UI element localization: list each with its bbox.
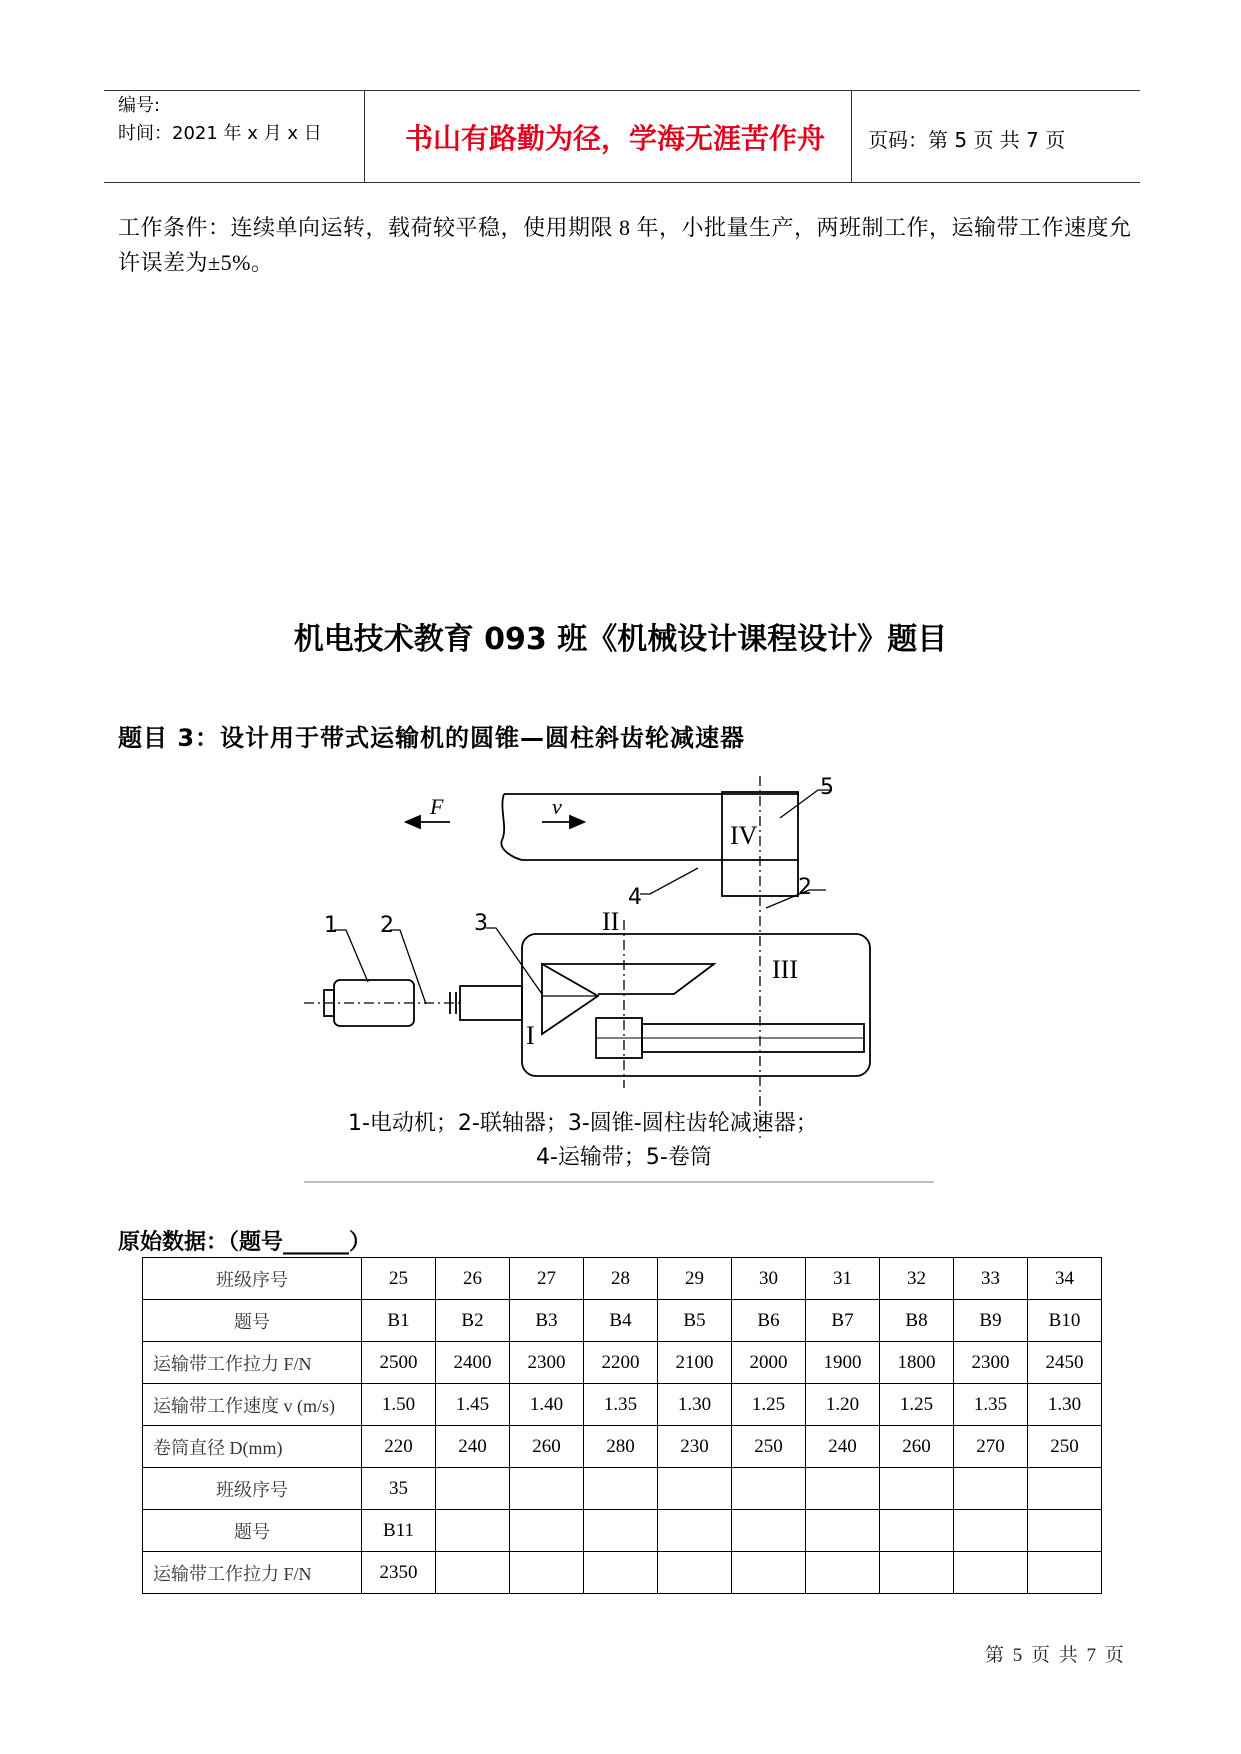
table-cell (954, 1468, 1028, 1510)
table-cell: 250 (1028, 1426, 1102, 1468)
label-F: F (430, 794, 444, 819)
label-2b: 2 (798, 875, 812, 900)
table-cell (1028, 1468, 1102, 1510)
table-cell (732, 1552, 806, 1594)
document-number-label: 编号: (118, 95, 161, 116)
table-cell: 2100 (658, 1342, 732, 1384)
table-cell: 33 (954, 1258, 1028, 1300)
table-cell (658, 1552, 732, 1594)
table-cell: 1.20 (806, 1384, 880, 1426)
bevel-gear-small (542, 964, 598, 1034)
table-row (143, 1300, 1102, 1342)
table-cell: 34 (1028, 1258, 1102, 1300)
diagram-caption-line1: 1-电动机；2-联轴器；3-圆锥-圆柱齿轮减速器； (348, 1111, 818, 1136)
document-time: 时间：2021 年 x 月 x 日 (118, 123, 322, 144)
table-cell: 2000 (732, 1342, 806, 1384)
table-cell: B5 (658, 1300, 732, 1342)
table-cell: 1.35 (954, 1384, 1028, 1426)
table-cell: 260 (510, 1426, 584, 1468)
table-cell: 30 (732, 1258, 806, 1300)
label-3: 3 (474, 911, 488, 936)
table-cell: 240 (806, 1426, 880, 1468)
table-row (143, 1384, 1102, 1426)
table-cell: B1 (362, 1300, 436, 1342)
table-row (143, 1510, 1102, 1552)
table-cell (584, 1552, 658, 1594)
table-cell (436, 1468, 510, 1510)
table-cell: 25 (362, 1258, 436, 1300)
label-IV: IV (730, 821, 758, 850)
table-cell: 32 (880, 1258, 954, 1300)
table-cell: B3 (510, 1300, 584, 1342)
table-row (143, 1426, 1102, 1468)
table-cell (436, 1552, 510, 1594)
header-top-rule (104, 90, 1140, 91)
table-cell (880, 1468, 954, 1510)
problem-subtitle: 题目 3：设计用于带式运输机的圆锥—圆柱斜齿轮减速器 (118, 724, 746, 752)
table-cell: 2300 (510, 1342, 584, 1384)
table-cell: B11 (362, 1510, 436, 1552)
table-cell: B4 (584, 1300, 658, 1342)
table-cell (806, 1552, 880, 1594)
original-data-table (142, 1257, 1102, 1594)
table-cell: 270 (954, 1426, 1028, 1468)
table-cell: 29 (658, 1258, 732, 1300)
diagram-caption-line2: 4-运输带；5-卷筒 (536, 1145, 712, 1170)
table-cell: 1.50 (362, 1384, 436, 1426)
row-label: 运输带工作拉力 F/N (143, 1552, 362, 1594)
table-cell: 1.35 (584, 1384, 658, 1426)
table-cell: 2400 (436, 1342, 510, 1384)
table-row (143, 1552, 1102, 1594)
table-cell: 2450 (1028, 1342, 1102, 1384)
table-cell (732, 1468, 806, 1510)
table-cell: 1.25 (732, 1384, 806, 1426)
transmission-diagram (304, 768, 934, 1184)
table-cell (584, 1510, 658, 1552)
table-cell: 27 (510, 1258, 584, 1300)
page-title: 机电技术教育 093 班《机械设计课程设计》题目 (293, 622, 948, 657)
table-cell: 2300 (954, 1342, 1028, 1384)
row-label: 班级序号 (143, 1258, 362, 1300)
input-shaft (460, 986, 522, 1020)
table-cell (510, 1468, 584, 1510)
table-cell: 1.40 (510, 1384, 584, 1426)
table-cell: B8 (880, 1300, 954, 1342)
table-cell: 2350 (362, 1552, 436, 1594)
table-cell: 250 (732, 1426, 806, 1468)
label-4: 4 (628, 885, 642, 910)
table-cell: 28 (584, 1258, 658, 1300)
table-cell: B6 (732, 1300, 806, 1342)
header-page-code: 页码：第 5 页 共 7 页 (868, 128, 1066, 152)
leader-2a (390, 930, 426, 1004)
row-label: 运输带工作速度 v (m/s) (143, 1384, 362, 1426)
table-cell: B2 (436, 1300, 510, 1342)
label-2a: 2 (380, 913, 394, 938)
work-conditions-paragraph: 工作条件：连续单向运转，载荷较平稳，使用期限 8 年，小批量生产，两班制工作，运输带工作速度允许误差为±5%。 (118, 215, 1132, 275)
table-cell (658, 1468, 732, 1510)
table-cell: 220 (362, 1426, 436, 1468)
row-label: 题号 (143, 1510, 362, 1552)
table-cell: 31 (806, 1258, 880, 1300)
leader-1 (334, 930, 368, 982)
row-label: 班级序号 (143, 1468, 362, 1510)
label-5: 5 (820, 775, 834, 800)
table-cell (806, 1510, 880, 1552)
reducer-housing (522, 934, 870, 1076)
page-footer: 第 5 页 共 7 页 (985, 1645, 1126, 1666)
table-cell: 260 (880, 1426, 954, 1468)
row-label: 卷筒直径 D(mm) (143, 1426, 362, 1468)
table-cell (1028, 1552, 1102, 1594)
table-cell: B7 (806, 1300, 880, 1342)
table-cell (510, 1510, 584, 1552)
table-cell: 2200 (584, 1342, 658, 1384)
table-cell: 26 (436, 1258, 510, 1300)
table-row (143, 1258, 1102, 1300)
table-cell (436, 1510, 510, 1552)
leader-2b (766, 890, 826, 908)
table-cell (880, 1510, 954, 1552)
header-bottom-rule (104, 182, 1140, 183)
table-cell: B9 (954, 1300, 1028, 1342)
table-cell: 1.45 (436, 1384, 510, 1426)
table-cell: 1.25 (880, 1384, 954, 1426)
table-cell: 240 (436, 1426, 510, 1468)
table-cell: 1800 (880, 1342, 954, 1384)
table-cell (584, 1468, 658, 1510)
table-cell (806, 1468, 880, 1510)
table-cell: 1.30 (658, 1384, 732, 1426)
table-cell (1028, 1510, 1102, 1552)
row-label: 运输带工作拉力 F/N (143, 1342, 362, 1384)
table-cell: 2500 (362, 1342, 436, 1384)
label-1: 1 (324, 913, 338, 938)
table-row (143, 1468, 1102, 1510)
label-III: III (772, 955, 798, 984)
label-II: II (602, 907, 620, 936)
header-divider-left (364, 90, 365, 183)
table-cell: B10 (1028, 1300, 1102, 1342)
table-cell: 280 (584, 1426, 658, 1468)
original-data-label: 原始数据：（题号______） (118, 1230, 372, 1255)
table-cell (880, 1552, 954, 1594)
table-cell: 1.30 (1028, 1384, 1102, 1426)
header-motto: 书山有路勤为径，学海无涯苦作舟 (404, 122, 825, 155)
leader-4 (640, 868, 698, 894)
label-I: I (526, 1021, 535, 1050)
table-cell (510, 1552, 584, 1594)
table-cell (658, 1510, 732, 1552)
table-cell: 230 (658, 1426, 732, 1468)
table-cell (732, 1510, 806, 1552)
table-cell (954, 1510, 1028, 1552)
row-label: 题号 (143, 1300, 362, 1342)
table-cell: 35 (362, 1468, 436, 1510)
table-row (143, 1342, 1102, 1384)
table-cell (954, 1552, 1028, 1594)
table-cell: 1900 (806, 1342, 880, 1384)
header-meta (118, 92, 322, 148)
leader-3 (486, 928, 542, 994)
label-v: v (552, 794, 562, 819)
